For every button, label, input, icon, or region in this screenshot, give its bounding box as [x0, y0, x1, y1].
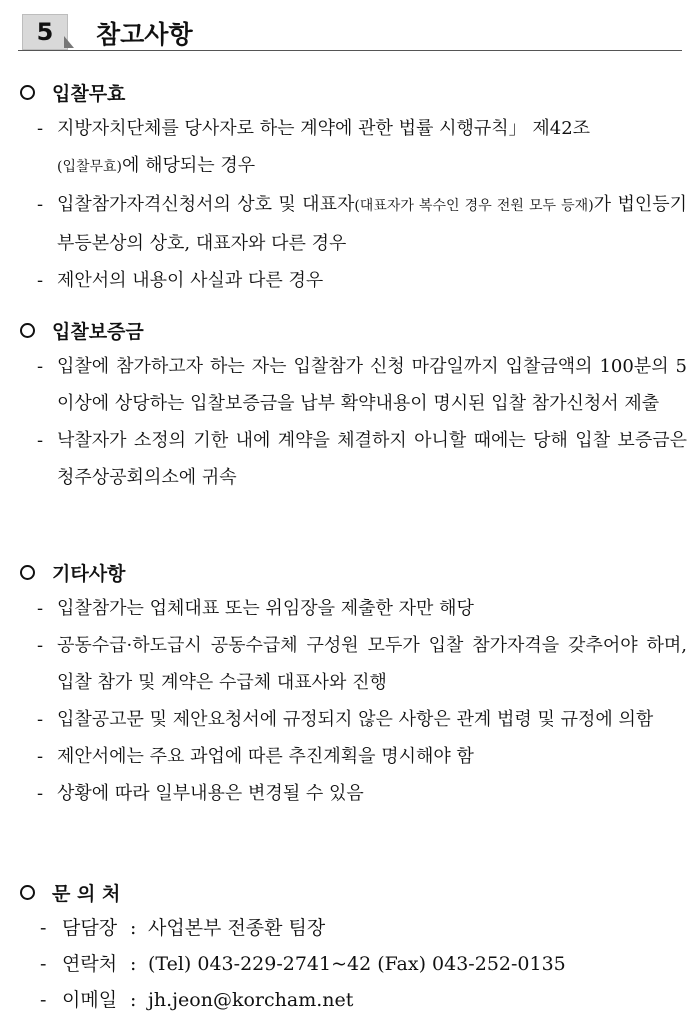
- list-item: [0, 775, 700, 812]
- section-title: 기타사항: [52, 563, 126, 585]
- section-bid-deposit: [0, 314, 700, 496]
- dash-bullet-icon: -: [37, 194, 44, 215]
- dash-bullet-icon: -: [37, 783, 44, 804]
- contact-colon: :: [130, 989, 137, 1011]
- list-item: [0, 701, 700, 738]
- section-heading: [0, 76, 700, 110]
- section-heading: [0, 876, 700, 910]
- contact-colon: :: [130, 917, 137, 939]
- item-text: 지방자치단체를 당사자로 하는 계약에 관한 법률 시행규칙」 제42조: [57, 118, 591, 139]
- contact-label: 이메일: [62, 989, 118, 1011]
- section-contact: [0, 876, 700, 1018]
- item-text: 낙찰자가 소정의 기한 내에 계약을 체결하지 아니할 때에는 당해 입찰 보증금은 청주상공회의소에 귀속: [57, 430, 687, 488]
- section-number: 5: [22, 14, 68, 50]
- dash-bullet-icon: -: [37, 635, 44, 656]
- list-item: [0, 627, 700, 701]
- dash-bullet-icon: -: [37, 270, 44, 291]
- dash-bullet-icon: -: [37, 598, 44, 619]
- contact-row-email: [0, 982, 700, 1018]
- dash-bullet-icon: -: [37, 746, 44, 767]
- dash-bullet-icon: -: [37, 430, 44, 451]
- circle-bullet-icon: [20, 85, 35, 100]
- contact-row-manager: [0, 910, 700, 946]
- dash-bullet-icon: -: [37, 118, 44, 139]
- contact-colon: :: [130, 953, 137, 975]
- dash-bullet-icon: -: [40, 953, 47, 975]
- dash-bullet-icon: -: [37, 356, 44, 377]
- section-heading: [0, 556, 700, 590]
- contact-value: 사업본부 전종환 팀장: [148, 917, 326, 939]
- section-title: 문 의 처: [52, 883, 121, 905]
- dash-bullet-icon: -: [40, 917, 47, 939]
- header-divider: [18, 50, 682, 51]
- item-text: 제안서의 내용이 사실과 다른 경우: [57, 270, 324, 291]
- list-item: [0, 422, 700, 496]
- item-text: 입찰에 참가하고자 하는 자는 입찰참가 신청 마감일까지 입찰금액의 100분의 5이상에 상당하는 입찰보증금을 납부 확약내용이 명시된 입찰 참가신청서 제출: [57, 356, 687, 414]
- contact-row-phone: [0, 946, 700, 982]
- section-heading: [0, 314, 700, 348]
- item-note: (대표자가 복수인 경우 전원 모두 등재): [354, 198, 594, 214]
- section-bid-invalid: [0, 76, 700, 299]
- section-header: [0, 0, 700, 58]
- item-text: 제안서에는 주요 과업에 따른 추진계획을 명시해야 함: [57, 746, 474, 767]
- number-notch-shape: [64, 36, 74, 48]
- item-text-rest: 에 해당되는 경우: [122, 155, 256, 176]
- list-item: [0, 738, 700, 775]
- contact-label: 연락처: [62, 953, 118, 975]
- contact-value: (Tel) 043-229-2741~42 (Fax) 043-252-0135: [148, 953, 566, 975]
- item-text-rest: 가 법인등기부등본상의 상호, 대표자와 다른 경우: [57, 194, 687, 254]
- item-note: (입찰무효): [57, 159, 123, 175]
- circle-bullet-icon: [20, 323, 35, 338]
- email-link[interactable]: jh.jeon@korcham.net: [148, 989, 354, 1011]
- dash-bullet-icon: -: [40, 989, 47, 1011]
- contact-label: 담담장: [62, 917, 118, 939]
- circle-bullet-icon: [20, 565, 35, 580]
- list-item: [0, 186, 700, 262]
- item-text: 입찰공고문 및 제안요청서에 규정되지 않은 사항은 관계 법령 및 규정에 의함: [57, 709, 654, 730]
- section-title: 입찰무효: [52, 83, 126, 105]
- item-text: 상황에 따라 일부내용은 변경될 수 있음: [57, 783, 364, 804]
- section-other: [0, 556, 700, 812]
- list-item: [0, 590, 700, 627]
- item-text: 입찰참가자격신청서의 상호 및 대표자: [57, 194, 355, 215]
- item-text: 공동수급·하도급시 공동수급체 구성원 모두가 입찰 참가자격을 갖추어야 하며, 입찰 참가 및 계약은 수급체 대표사와 진행: [57, 635, 687, 693]
- list-item: [0, 348, 700, 422]
- list-item: [0, 110, 700, 186]
- page-title: 참고사항: [96, 20, 193, 49]
- list-item: [0, 262, 700, 299]
- circle-bullet-icon: [20, 885, 35, 900]
- section-title: 입찰보증금: [52, 321, 144, 343]
- item-text: 입찰참가는 업체대표 또는 위임장을 제출한 자만 해당: [57, 598, 474, 619]
- dash-bullet-icon: -: [37, 709, 44, 730]
